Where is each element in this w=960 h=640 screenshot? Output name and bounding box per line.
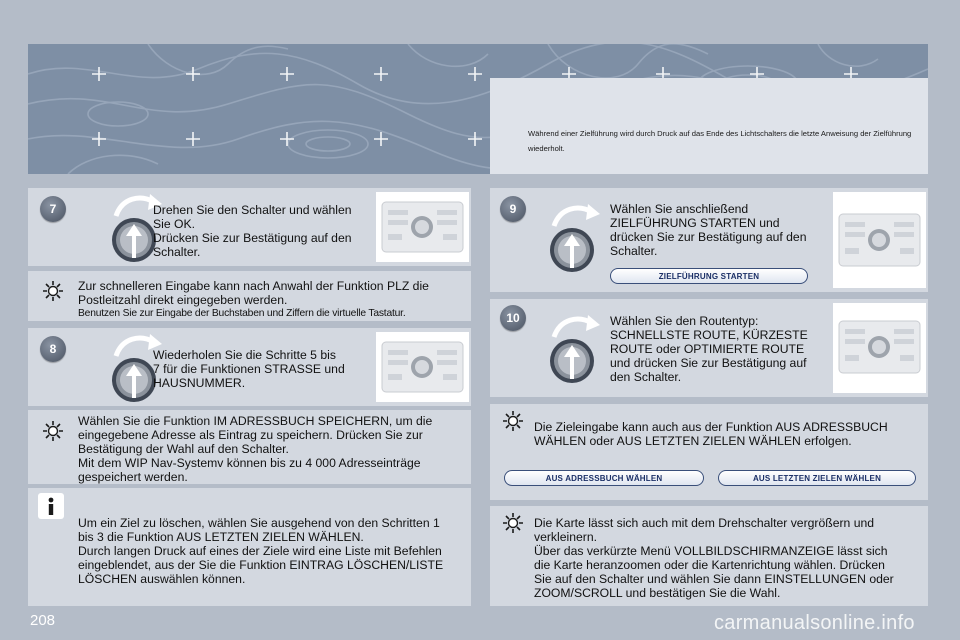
watermark: carmanualsonline.info [714, 612, 915, 634]
banner-note: Während einer Zielführung wird durch Druck auf das Ende des Lichtschalters die letzte Anweisung der Zielführung wiederholt. [490, 78, 928, 174]
text-line: Postleitzahl direkt eingegeben werden. [78, 293, 288, 307]
rotary-knob-icon [538, 202, 608, 274]
text-line: WÄHLEN oder AUS LETZTEN ZIELEN WÄHLEN erfolgen. [534, 434, 852, 448]
postcode-tip-text [78, 279, 468, 320]
text-line: Um ein Ziel zu löschen, wählen Sie ausgehend von den Schritten 1 [78, 516, 440, 530]
text-line: Durch langen Druck auf eines der Ziele wird eine Liste mit Befehlen [78, 544, 442, 558]
text-line: Wählen Sie anschließend [610, 202, 749, 216]
text-line: Über das verkürzte Menü VOLLBILDSCHIRMANZEIGE lässt sich [534, 544, 888, 558]
text-line: gespeichert werden. [78, 470, 188, 484]
text-line: Zur schnelleren Eingabe kann nach Anwahl der Funktion PLZ die [78, 279, 429, 293]
step-7-panel [28, 188, 471, 266]
addressbook-tip-panel [28, 410, 471, 484]
step-8-panel [28, 328, 471, 406]
text-line: drücken Sie zur Bestätigung auf den [610, 230, 807, 244]
aus-letzten-zielen-waehlen-button[interactable]: AUS LETZTEN ZIELEN WÄHLEN [718, 470, 916, 486]
sun-tip-icon [502, 410, 524, 432]
radio-unit-icon [376, 192, 469, 262]
step-8-text [153, 348, 378, 390]
step-7-text [153, 203, 378, 259]
text-line: Bestätigung der Wahl auf den Schalter. [78, 442, 289, 456]
step-9-panel [490, 188, 928, 292]
zielfuehrung-starten-button[interactable]: ZIELFÜHRUNG STARTEN [610, 268, 808, 284]
step-number: 8 [40, 336, 66, 362]
radio-unit-icon [376, 332, 469, 402]
step-10-panel [490, 299, 928, 397]
text-line: Wählen Sie die Funktion IM ADRESSBUCH SPEICHERN, um die [78, 414, 433, 428]
text-line: bis 3 die Funktion AUS LETZTEN ZIELEN WÄHLEN. [78, 530, 364, 544]
text-line: Sie OK. [153, 217, 195, 231]
text-line: Mit dem WIP Nav-Systemv können bis zu 4 000 Adresseinträge [78, 456, 421, 470]
text-line: und drücken Sie zur Bestätigung auf [610, 356, 807, 370]
info-panel [28, 488, 471, 606]
step-number: 9 [500, 196, 526, 222]
text-line: LÖSCHEN auswählen können. [78, 572, 246, 586]
text-line: eingegebene Adresse als Eintrag zu speichern. Drücken Sie zur [78, 428, 423, 442]
page-number: 208 [30, 612, 56, 629]
step-number: 7 [40, 196, 66, 222]
text-line: 7 für die Funktionen STRASSE und [153, 362, 345, 376]
radio-unit-icon [833, 303, 926, 393]
text-line: die Karte heranzoomen oder die Kartenrichtung wählen. Drücken [534, 558, 885, 572]
text-line: Schalter. [153, 245, 201, 259]
text-line: HAUSNUMMER. [153, 376, 246, 390]
addressbook-tip-text [78, 414, 468, 484]
rotary-knob-icon [538, 313, 608, 385]
text-line: SCHNELLSTE ROUTE, KÜRZESTE [610, 328, 808, 342]
destination-tip-panel [490, 404, 928, 500]
destination-tip-text [534, 420, 924, 448]
text-line: Drehen Sie den Schalter und wählen [153, 203, 352, 217]
step-9-text [610, 202, 835, 258]
text-line: Wählen Sie den Routentyp: [610, 314, 759, 328]
text-line: ZIELFÜHRUNG STARTEN und [610, 216, 780, 230]
info-text [78, 516, 468, 586]
aus-adressbuch-waehlen-button[interactable]: AUS ADRESSBUCH WÄHLEN [504, 470, 704, 486]
text-line: Wiederholen Sie die Schritte 5 bis [153, 348, 336, 362]
sun-tip-icon [42, 280, 64, 302]
text-line-small: Benutzen Sie zur Eingabe der Buchstaben und Ziffern die virtuelle Tastatur. [78, 308, 406, 319]
info-icon [38, 493, 64, 519]
radio-unit-icon [833, 192, 926, 288]
text-line: eingeblendet, aus der Sie die Funktion EINTRAG LÖSCHEN/LISTE [78, 558, 444, 572]
text-line: Die Karte lässt sich auch mit dem Drehschalter vergrößern und [534, 516, 875, 530]
map-tip-text [534, 516, 926, 600]
text-line: Die Zieleingabe kann auch aus der Funktion AUS ADRESSBUCH [534, 420, 888, 434]
text-line: den Schalter. [610, 370, 682, 384]
step-number: 10 [500, 305, 526, 331]
text-line: Sie auf den Schalter und wählen Sie dann EINSTELLUNGEN oder [534, 572, 894, 586]
postcode-tip-panel [28, 271, 471, 321]
map-tip-panel [490, 506, 928, 606]
text-line: Schalter. [610, 244, 658, 258]
text-line: ZOOM/SCROLL und bestätigen Sie die Wahl. [534, 586, 781, 600]
sun-tip-icon [502, 512, 524, 534]
text-line: Drücken Sie zur Bestätigung auf den [153, 231, 352, 245]
text-line: verkleinern. [534, 530, 597, 544]
text-line: ROUTE oder OPTIMIERTE ROUTE [610, 342, 805, 356]
step-10-text [610, 314, 835, 384]
sun-tip-icon [42, 420, 64, 442]
